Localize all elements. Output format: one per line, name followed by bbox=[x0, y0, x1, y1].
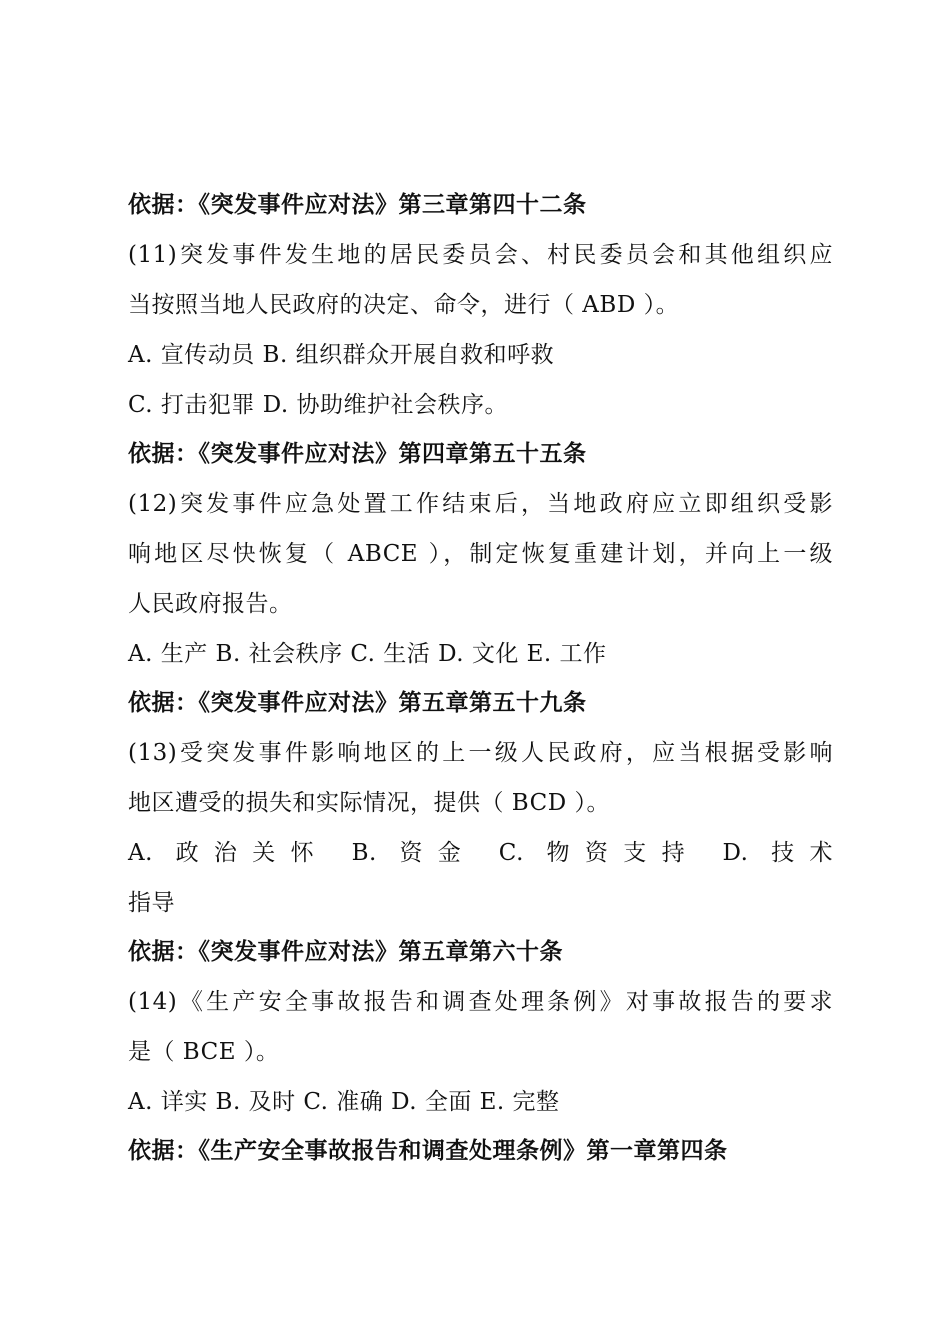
basis-line-4: 依据：《突发事件应对法》第五章第六十条 bbox=[128, 939, 563, 965]
options-11-line-1: A. 宣传动员 B. 组织群众开展自救和呼救 bbox=[128, 342, 555, 368]
question-12-line-1: (12)突发事件应急处置工作结束后，当地政府应立即组织受影 bbox=[128, 491, 833, 517]
question-14-line-2: 是（ BCE ）。 bbox=[128, 1039, 280, 1065]
basis-line-5: 依据：《生产安全事故报告和调查处理条例》第一章第四条 bbox=[128, 1138, 728, 1164]
options-11-line-2: C. 打击犯罪 D. 协助维护社会秩序。 bbox=[128, 392, 508, 418]
options-13-line-1: A. 政治关怀 B. 资金 C. 物资支持 D. 技术 bbox=[128, 840, 833, 866]
options-12-line-1: A. 生产 B. 社会秩序 C. 生活 D. 文化 E. 工作 bbox=[128, 641, 607, 667]
question-13-line-2: 地区遭受的损失和实际情况，提供（ BCD ）。 bbox=[128, 790, 610, 816]
options-14-line-1: A. 详实 B. 及时 C. 准确 D. 全面 E. 完整 bbox=[128, 1089, 560, 1115]
question-11-line-2: 当按照当地人民政府的决定、命令，进行（ ABD ）。 bbox=[128, 292, 680, 318]
basis-line-3: 依据：《突发事件应对法》第五章第五十九条 bbox=[128, 690, 587, 716]
basis-line-2: 依据：《突发事件应对法》第四章第五十五条 bbox=[128, 441, 587, 467]
question-14-line-1: (14)《生产安全事故报告和调查处理条例》对事故报告的要求 bbox=[128, 989, 833, 1015]
options-13-line-2: 指导 bbox=[128, 890, 175, 916]
question-11-line-1: (11)突发事件发生地的居民委员会、村民委员会和其他组织应 bbox=[128, 242, 833, 268]
question-12-line-2: 响地区尽快恢复（ ABCE ），制定恢复重建计划，并向上一级 bbox=[128, 541, 833, 567]
basis-line-1: 依据：《突发事件应对法》第三章第四十二条 bbox=[128, 192, 587, 218]
question-13-line-1: (13)受突发事件影响地区的上一级人民政府，应当根据受影响 bbox=[128, 740, 833, 766]
question-12-line-3: 人民政府报告。 bbox=[128, 591, 293, 617]
